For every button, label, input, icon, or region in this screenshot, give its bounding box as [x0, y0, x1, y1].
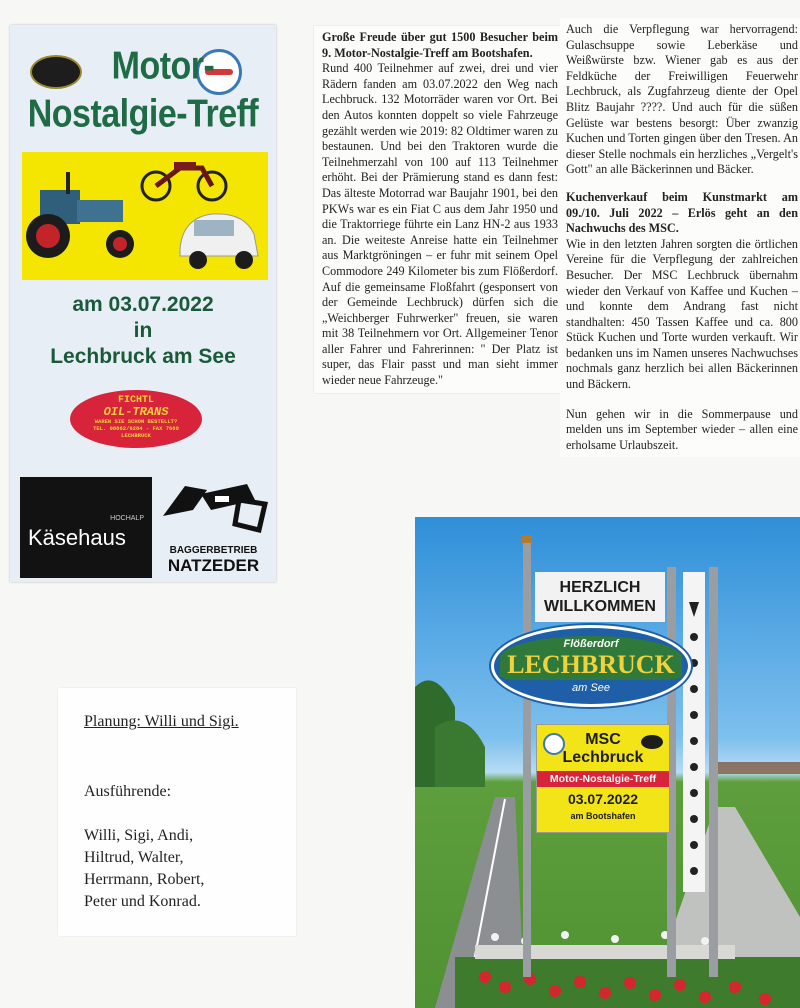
event-flyer	[10, 25, 276, 582]
excavator-icon	[155, 480, 272, 536]
flyer-title-line1: Motor-	[111, 44, 215, 88]
sponsor-kaesehaus-logo	[20, 477, 152, 578]
article-para-3: Nun gehen wir in die Sommerpause und melden uns im September wieder – allen eine erholsame Urlaubszeit.	[566, 406, 798, 452]
article-column-2	[560, 18, 800, 457]
natzeder-line1: BAGGERBETRIEB	[169, 545, 258, 556]
sponsor-fichtl-line2: OIL-TRANS	[103, 405, 169, 419]
sponsor-fichtl-line5: LECHBRUCK	[121, 432, 151, 439]
flyer-date: am 03.07.2022	[72, 293, 214, 316]
sponsor-fichtl-line3: WAREN SIE SCHON BESTELLT?	[94, 418, 178, 425]
article-headline-1: Große Freude über gut 1500 Besucher beim 9. Motor-Nostalgie-Treff am Bootshafen.	[322, 30, 558, 60]
natzeder-line2: NATZEDER	[167, 556, 260, 575]
executors-label: Ausführende:	[84, 783, 172, 800]
sponsor-fichtl-line1: FICHTL	[117, 395, 154, 406]
town-sign-sub: am See	[572, 682, 610, 694]
welcome-panel	[535, 572, 665, 622]
executors-line-1: Willi, Sigi, Andi,	[84, 827, 194, 844]
article-body-1: Rund 400 Teilnehmer auf zwei, drei und vier Rädern fanden am 03.07.2022 den Weg nach Lechbruck. 132 Motorräder waren vor Ort. Bei den Autos konnten doppelt so viele Fahrzeuge gezählt werden wie 2019: 82 Oldtimer waren zu bestaunen. Und bei den Traktoren wurde die Teilnehmerzahl von 100 auf 113 Teilnehmer erhöht. Bei der Prämierung stand es dann fest: Das älteste Motorrad war Baujahr 1901, bei den PKWs war es ein Fiat C aus dem Jahr 1950 und die Traktorriege führte ein Lanz HN-2 aus 1933 an. Die weiteste Anreise hatte ein Teilnehmer aus Marktgröningen – er fuhr mit seinem Opel Commodore 249 Kilometer bis zum Flößerdorf. Auf die gemeinsame Floßfahrt (gesponsert von der Gemeinde Lechbruck) dürfen sich die „Weichberger Fuhrwerker" freuen, sie waren mit 38 Teilnehmern vor Ort. Allgemeiner Tenor aller Fahrer und Fahrerinnen: " Der Platz ist super, das Flair passt und man sieht immer wieder neue Fahrzeuge."	[322, 61, 558, 388]
article-headline-2: Kuchenverkauf beim Kunstmarkt am 09./10. Juli 2022 – Erlös geht an den Nachwuchs des MSC.	[566, 189, 798, 236]
article-column-1	[314, 26, 566, 393]
sign-event: Motor-Nostalgie-Treff	[537, 771, 669, 787]
event-banner	[536, 724, 670, 833]
town-sign	[491, 625, 691, 707]
executors-line-4: Peter und Konrad.	[84, 893, 201, 910]
vehicles-photo	[22, 152, 268, 280]
flyer-title-line2: Nostalgie-Treff	[27, 92, 259, 136]
welcome-line-1: HERZLICH	[559, 579, 641, 596]
sponsor-natzeder-logo	[155, 480, 272, 578]
town-sign-small: Flößerdorf	[563, 638, 619, 650]
welcome-line-2: WILLKOMMEN	[544, 598, 656, 615]
sponsor-fichtl-logo	[70, 390, 202, 448]
sign-date: 03.07.2022	[567, 791, 639, 807]
sign-location: am Bootshafen	[570, 811, 636, 821]
sponsor-fichtl-line4: TEL. 08862/6284 - FAX 7689	[93, 425, 179, 432]
executors-line-3: Herrmann, Robert,	[84, 871, 205, 888]
sign-club-1: MSC	[585, 731, 621, 748]
flyer-in: in	[133, 319, 153, 342]
team-box	[58, 688, 296, 936]
article-para-2: Wie in den letzten Jahren sorgten die örtlichen Vereine für die Verpflegung der zahlreichen Besucher. Der MSC Lechbruck übernahm wieder den Verkauf von Kaffee und Kuchen – und konnte dem Andrang fast nicht standhalten: 450 Tassen Kaffee und ca. 800 Stück Kuchen und Torte wurden verkauft. Wir bedanken uns im Namen unseres Nachwuchses nochmals ganz herzlich bei allen Bäckerinnen und Bäckern.	[566, 236, 798, 392]
flyer-place: Lechbruck am See	[50, 345, 236, 368]
kaesehaus-name: Käsehaus	[28, 525, 126, 550]
executors-line-2: Hiltrud, Walter,	[84, 849, 184, 866]
article-para-1: Auch die Verpflegung war hervorragend: Gulaschsuppe sowie Leberkäse und Weißwürste bzw. Wiener gab es aus der Feldküche der Freiwilligen Feuerwehr Lechbruck, als Zugfahrzeug diente der Opel Blitz Baujahr ????. Und auch für die süßen Gelüste war bestens besorgt: Über zwanzig Kuchen und Torten gingen über den Tresen. An dieser Stelle nochmals ein herzliches „Vergelt's Gott" an alle Bäckerinnen und Bäcker.	[566, 22, 798, 177]
planning-line: Planung: Willi und Sigi.	[84, 713, 239, 730]
town-sign-name: LECHBRUCK	[507, 650, 675, 679]
sign-club-2: Lechbruck	[562, 749, 644, 766]
kaesehaus-tag: HOCHALP	[110, 515, 144, 522]
welcome-sign-photo	[415, 517, 800, 1008]
